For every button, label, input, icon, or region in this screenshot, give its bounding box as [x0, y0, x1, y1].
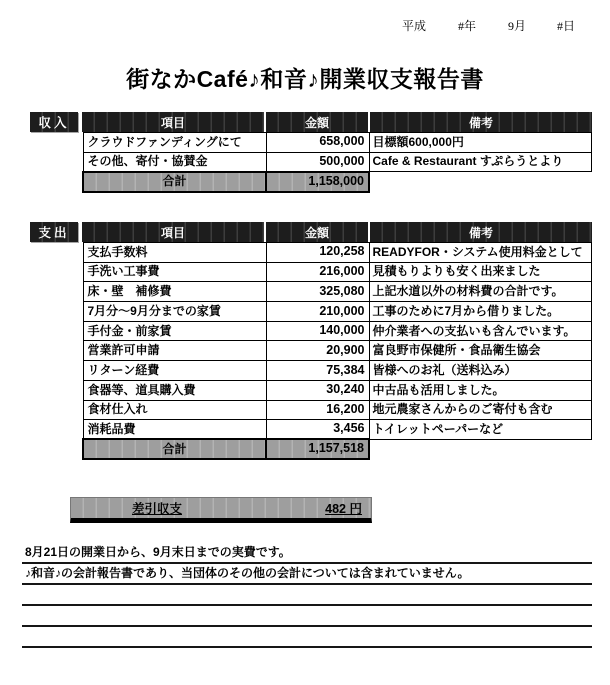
expense-grid — [82, 242, 592, 460]
empty-ruled-row — [22, 627, 592, 648]
expense-item-2: 床・壁 補修費 — [83, 282, 266, 302]
expense-item-3: 7月分～9月分までの家賃 — [83, 302, 266, 322]
income-grid — [82, 132, 592, 193]
table-row — [83, 243, 591, 263]
income-col-amount: 金額 — [266, 112, 368, 132]
income-header-row — [82, 112, 592, 132]
expense-item-9: 消耗品費 — [83, 420, 266, 440]
expense-note-1: 見積もりよりも安く出来ました — [369, 262, 591, 282]
expense-note-6: 皆様へのお礼（送料込み） — [369, 361, 591, 381]
date-era: 平成 — [402, 19, 427, 33]
income-col-item: 項目 — [82, 112, 264, 132]
income-total-amount: 1,158,000 — [266, 172, 369, 192]
table-row — [83, 361, 591, 381]
expense-col-note: 備考 — [370, 222, 592, 242]
income-total-row — [83, 172, 591, 192]
expense-note-4: 仲介業者への支払いも含んでいます。 — [369, 321, 591, 341]
income-note-1: Cafe & Restaurant すぷらうとより — [369, 152, 591, 172]
balance-label: 差引収支 — [131, 502, 182, 516]
income-amount-0: 658,000 — [266, 133, 369, 153]
expense-item-8: 食材仕入れ — [83, 400, 266, 420]
expense-note-0: READYFOR・システム使用料金として — [369, 243, 591, 263]
income-total-label: 合計 — [83, 172, 266, 192]
expense-note-5: 富良野市保健所・食品衛生協会 — [369, 341, 591, 361]
footnote-1: 8月21日の開業日から、9月末日までの実費です。 — [22, 543, 592, 564]
table-row — [83, 321, 591, 341]
table-row — [83, 380, 591, 400]
empty-ruled-row — [22, 585, 592, 606]
expense-note-8: 地元農家さんからのご寄付も含む — [369, 400, 591, 420]
expense-header-row — [82, 222, 592, 242]
empty-ruled-row — [22, 606, 592, 627]
table-row — [83, 341, 591, 361]
expense-item-5: 営業許可申請 — [83, 341, 266, 361]
expense-item-0: 支払手数料 — [83, 243, 266, 263]
expense-note-3: 工事のために7月から借りました。 — [369, 302, 591, 322]
table-row — [83, 302, 591, 322]
expense-item-7: 食器等、道具購入費 — [83, 380, 266, 400]
income-section-label: 収入 — [30, 112, 78, 132]
table-row — [83, 152, 591, 172]
expense-amount-6: 75,384 — [266, 361, 369, 381]
expense-col-amount: 金額 — [266, 222, 368, 242]
expense-section-label: 支出 — [30, 222, 78, 242]
expense-amount-1: 216,000 — [266, 262, 369, 282]
date-month: 9月 — [508, 19, 527, 33]
table-row — [83, 262, 591, 282]
footnotes — [22, 543, 592, 648]
expense-item-1: 手洗い工事費 — [83, 262, 266, 282]
expense-amount-9: 3,456 — [266, 420, 369, 440]
table-row — [83, 400, 591, 420]
expense-note-9: トイレットペーパーなど — [369, 420, 591, 440]
expense-amount-2: 325,080 — [266, 282, 369, 302]
date-day: #日 — [557, 19, 576, 33]
footnote-2: ♪和音♪の会計報告書であり、当団体のその他の会計については含まれていません。 — [22, 564, 592, 585]
income-item-1: その他、寄付・協賛金 — [83, 152, 266, 172]
table-row — [83, 133, 591, 153]
expense-amount-4: 140,000 — [266, 321, 369, 341]
expense-amount-8: 16,200 — [266, 400, 369, 420]
expense-amount-0: 120,258 — [266, 243, 369, 263]
expense-note-2: 上記水道以外の材料費の合計です。 — [369, 282, 591, 302]
income-col-note: 備考 — [370, 112, 592, 132]
expense-total-amount: 1,157,518 — [266, 439, 369, 459]
expense-col-item: 項目 — [82, 222, 264, 242]
expense-item-6: リターン経費 — [83, 361, 266, 381]
table-row — [83, 420, 591, 440]
income-total-spacer — [369, 172, 591, 192]
income-item-0: クラウドファンディングにて — [83, 133, 266, 153]
expense-total-row — [83, 439, 591, 459]
income-note-0: 目標額600,000円 — [369, 133, 591, 153]
income-amount-1: 500,000 — [266, 152, 369, 172]
page-title: 街なかCafé♪和音♪開業収支報告書 — [126, 66, 484, 92]
expense-amount-7: 30,240 — [266, 380, 369, 400]
expense-amount-3: 210,000 — [266, 302, 369, 322]
expense-amount-5: 20,900 — [266, 341, 369, 361]
expense-total-spacer — [369, 439, 591, 459]
expense-total-label: 合計 — [83, 439, 266, 459]
expense-item-4: 手付金・前家賃 — [83, 321, 266, 341]
balance-amount: 482 円 — [325, 502, 362, 516]
balance-row — [70, 497, 372, 523]
table-row — [83, 282, 591, 302]
expense-note-7: 中古品も活用しました。 — [369, 380, 591, 400]
date-year: #年 — [458, 19, 477, 33]
